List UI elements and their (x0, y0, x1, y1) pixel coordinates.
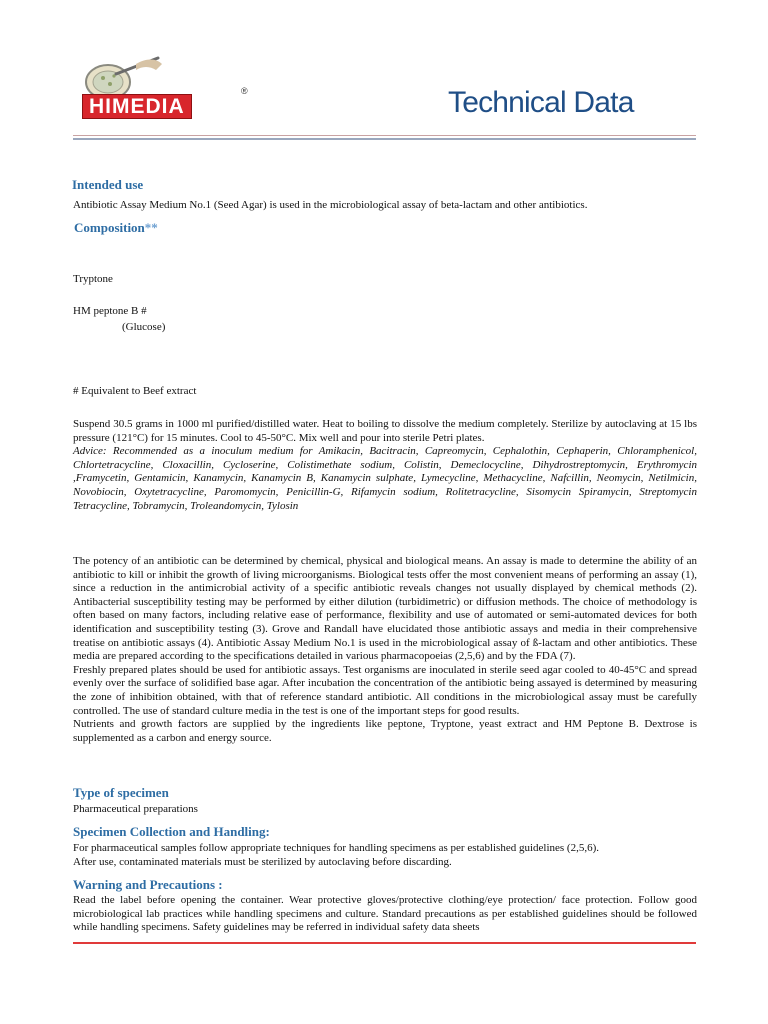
himedia-logo (76, 60, 256, 130)
page-title: Technical Data (448, 86, 634, 119)
footer-divider (73, 942, 696, 944)
logo-wordmark: HIMEDIA (82, 94, 192, 119)
warnings-heading: Warning and Precautions : (73, 877, 223, 892)
warnings-section (73, 894, 697, 935)
specimen-type-heading: Type of specimen (73, 785, 169, 800)
composition-stars: ** (144, 220, 158, 235)
ingredient-hm-peptone: HM peptone B # (73, 305, 147, 317)
ingredient-glucose: (Glucose) (122, 321, 166, 333)
principle-paragraph-2: Freshly prepared plates should be used for antibiotic assays. Test organisms are inoculated in sterile seed agar cooled to 40-45°C and spread evenly over the surface of solidified base agar. After incubation the concentration of the antibiotic being assayed is determined by measuring the zone of inhibition obtained, with that of reference standard antibiotic. All conditions in the microbiological assay must be carefully controlled. The use of standard culture media in the test is one of the important steps for good results. (73, 663, 697, 717)
composition-note: # Equivalent to Beef extract (73, 385, 197, 397)
directions-text: Suspend 30.5 grams in 1000 ml purified/distilled water. Heat to boiling to dissolve the medium completely. Sterilize by autoclaving at 15 lbs pressure (121°C) for 15 minutes. Cool to 45-50°C. Mix well and pour into sterile Petri plates. (73, 418, 697, 444)
directions-section (73, 418, 697, 513)
header-divider-secondary (73, 138, 696, 140)
collection-line-1: For pharmaceutical samples follow appropriate techniques for handling specimens as per established guidelines (2,5,6). (73, 842, 600, 854)
header-divider (73, 135, 696, 136)
warnings-text: Read the label before opening the container. Wear protective gloves/protective clothing/eye protection/ face protection. Follow good microbiological lab practices while handling specimens and culture. Standard precautions as per established guidelines should be followed while handling specimens. Safety guidelines may be referred in individual safety data sheets (73, 894, 697, 934)
page-header (0, 0, 768, 140)
directions-advice: Advice: Recommended as a inoculum medium for Amikacin, Bacitracin, Capreomycin, Cephalothin, Cephaperin, Chloramphenicol, Chlortetracycline, Cloxacillin, Cycloserine, Colistimethate sodium, Colistin, Demeclocycline, Dihydrostreptomycin, Erythromycin ,Framycetin, Gentamicin, Kanamycin, Kanamycin B, Kanamycin sulphate, Lymecycline, Methacycline, Nafcillin, Neomycin, Netilmicin, Novobiocin, Oxytetracycline, Paromomycin, Penicillin-G, Rifamycin sodium, Rolitetracycline, Sisomycin Spiramycin, Streptomycin Tetracycline, Tobramycin, Troleandomycin, Tylosin (73, 445, 697, 512)
specimen-type-text: Pharmaceutical preparations (73, 803, 198, 815)
principle-section (73, 555, 697, 745)
composition-heading-text: Composition (74, 220, 145, 235)
ingredient-tryptone: Tryptone (73, 273, 113, 285)
principle-paragraph-1: The potency of an antibiotic can be determined by chemical, physical and biological means. An assay is made to determine the ability of an antibiotic to kill or inhibit the growth of living microorganisms. Biological tests offer the most convenient means of performing an assay (1), since a reduction in the antimicrobial activity of a specific antibiotic reveals changes not usually displayed by chemical methods (2). Antibacterial susceptibility testing may be performed by either dilution (turbidimetric) or diffusion methods. The choice of methodology is often based on many factors, including relative ease of performance, flexibility and use of automated or semi-automated devices for both identification and susceptibility testing (3). Grove and Randall have elucidated those antibiotic assays and media in their comprehensive treatise on antibiotic assays (4). Antibiotic Assay Medium No.1 is used in the microbiological assay of ß-lactam and other antibiotics. These media are prepared according to the specifications detailed in various pharmacopoeias (2,5,6) and by the FDA (7). (73, 555, 697, 663)
registered-mark: ® (241, 86, 248, 96)
principle-paragraph-3: Nutrients and growth factors are supplied by the ingredients like peptone, Tryptone, yeast extract and HM Peptone B. Dextrose is supplemented as a carbon and energy source. (73, 718, 697, 744)
intended-use-text: Antibiotic Assay Medium No.1 (Seed Agar) is used in the microbiological assay of beta-lactam and other antibiotics. (73, 199, 588, 211)
intended-use-heading: Intended use (72, 177, 144, 192)
composition-heading (74, 220, 158, 236)
collection-heading: Specimen Collection and Handling: (73, 824, 270, 839)
collection-line-2: After use, contaminated materials must be sterilized by autoclaving before discarding. (73, 856, 452, 868)
